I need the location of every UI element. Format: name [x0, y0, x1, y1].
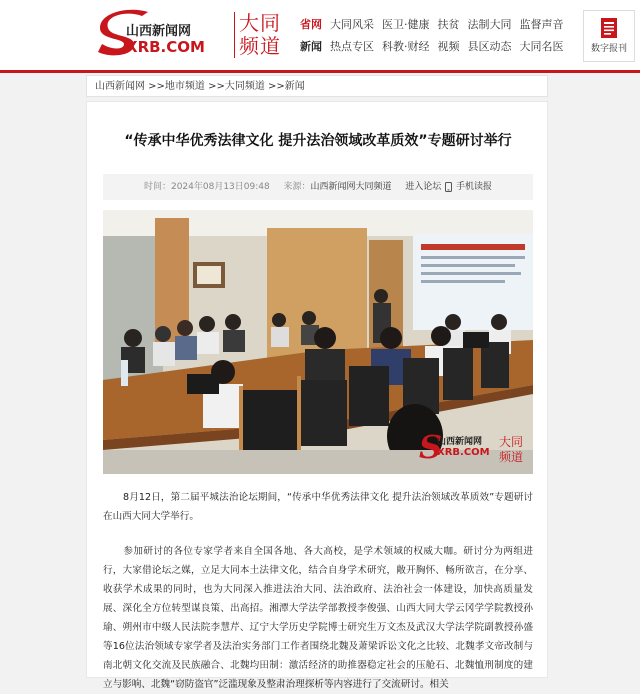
source-label: 来源： [283, 182, 311, 192]
phone-icon [444, 182, 453, 192]
nav-item-hotspots[interactable]: 热点专区 [330, 40, 374, 53]
nav-row-1 [300, 14, 562, 36]
paragraph-2-text: 参加研讨的各位专家学者来自全国各地、各大高校，是学术领域的权威大咖。研讨分为两组进行，大家借论坛之媒，立足大同本土法律文化，结合自身学术研究，敞开胸怀、畅所欲言，在分享、收获学术成果的同时，也为大同深入推进法治大同、法治政府、法治社会一体建设，加快高质量发展、深化全方位转型谋良策、出高招。湘潭大学法学部教授李俊强、山西大同大学云冈学学院教授孙瑜、朔州市中级人民法院李慧芹、辽宁大学历史学院博士研究生万文杰及武汉大学法学院副教授孙盛等16位法治领域专家学者及法治实务部门工作者围绕北魏及萧梁诉讼文化之比较、北魏孝文帝改制与南北朝文化交流及民族融合、北魏均田制：激活经济的助推器稳定社会的压舱石、北魏恤刑制度的建立与影响、北魏“窃防盗官”泛滥现象及整肃治理探析等内容进行了交流研讨。相关 [103, 546, 533, 690]
top-nav [300, 14, 562, 58]
site-logo[interactable] [96, 8, 230, 62]
time-value: 2024年08月13日09:48 [170, 182, 270, 192]
watermark-s: S [419, 428, 443, 466]
nav-item-supervision[interactable]: 监督声音 [519, 18, 564, 31]
site-header [0, 0, 640, 73]
watermark-channel-2: 频道 [499, 450, 524, 464]
nav-item-province[interactable]: 省网 [300, 18, 322, 31]
paragraph-1-text: 8月12日，第二届平城法治论坛期间，“传承中华优秀法律文化 提升法治领域改革质效”专题研讨在山西大同大学举行。 [103, 492, 533, 522]
nav-item-edu-finance[interactable]: 科教·财经 [382, 40, 430, 53]
epaper-label: 数字报刊 [590, 44, 627, 54]
nav-item-datong-style[interactable]: 大同风采 [330, 18, 374, 31]
article-title: “传承中华优秀法律文化 提升法治领域改革质效”专题研讨举行 [124, 133, 512, 149]
mobile-read-link[interactable]: 手机读报 [456, 182, 493, 192]
watermark-channel-1: 大同 [499, 435, 524, 449]
photo-watermark [419, 428, 531, 468]
nav-item-news[interactable]: 新闻 [300, 40, 322, 53]
breadcrumb [86, 75, 548, 97]
nav-item-poverty[interactable]: 扶贫 [437, 18, 460, 31]
channel-line1: 大同 [239, 11, 281, 35]
nav-item-county[interactable]: 县区动态 [467, 40, 512, 53]
article-photo [103, 210, 533, 474]
logo-cn-text: 山西新闻网 [126, 24, 192, 39]
logo-en-text: XRB.COM [126, 38, 205, 56]
time-label: 时间： [143, 182, 171, 192]
epaper-button[interactable] [583, 10, 635, 62]
forum-link[interactable]: 进入论坛 [405, 182, 442, 192]
nav-item-doctors[interactable]: 大同名医 [519, 40, 564, 53]
watermark-cn: 山西新闻网 [437, 437, 483, 447]
article-meta [103, 174, 533, 200]
newspaper-icon [600, 17, 618, 39]
channel-line2: 频道 [239, 34, 281, 58]
source-value[interactable]: 山西新闻网大同频道 [310, 182, 392, 192]
watermark-en: XRB.COM [437, 447, 490, 458]
nav-item-law[interactable]: 法制大同 [467, 18, 512, 31]
nav-item-video[interactable]: 视频 [437, 40, 460, 53]
channel-title [234, 12, 281, 58]
breadcrumb-text[interactable]: 山西新闻网 >>地市频道 >>大同频道 >>新闻 [95, 81, 305, 92]
nav-item-health[interactable]: 医卫·健康 [382, 18, 430, 31]
nav-row-2 [300, 36, 562, 58]
article-panel [86, 101, 548, 690]
article-paragraph-1 [103, 488, 533, 526]
article-paragraph-2 [103, 542, 533, 694]
